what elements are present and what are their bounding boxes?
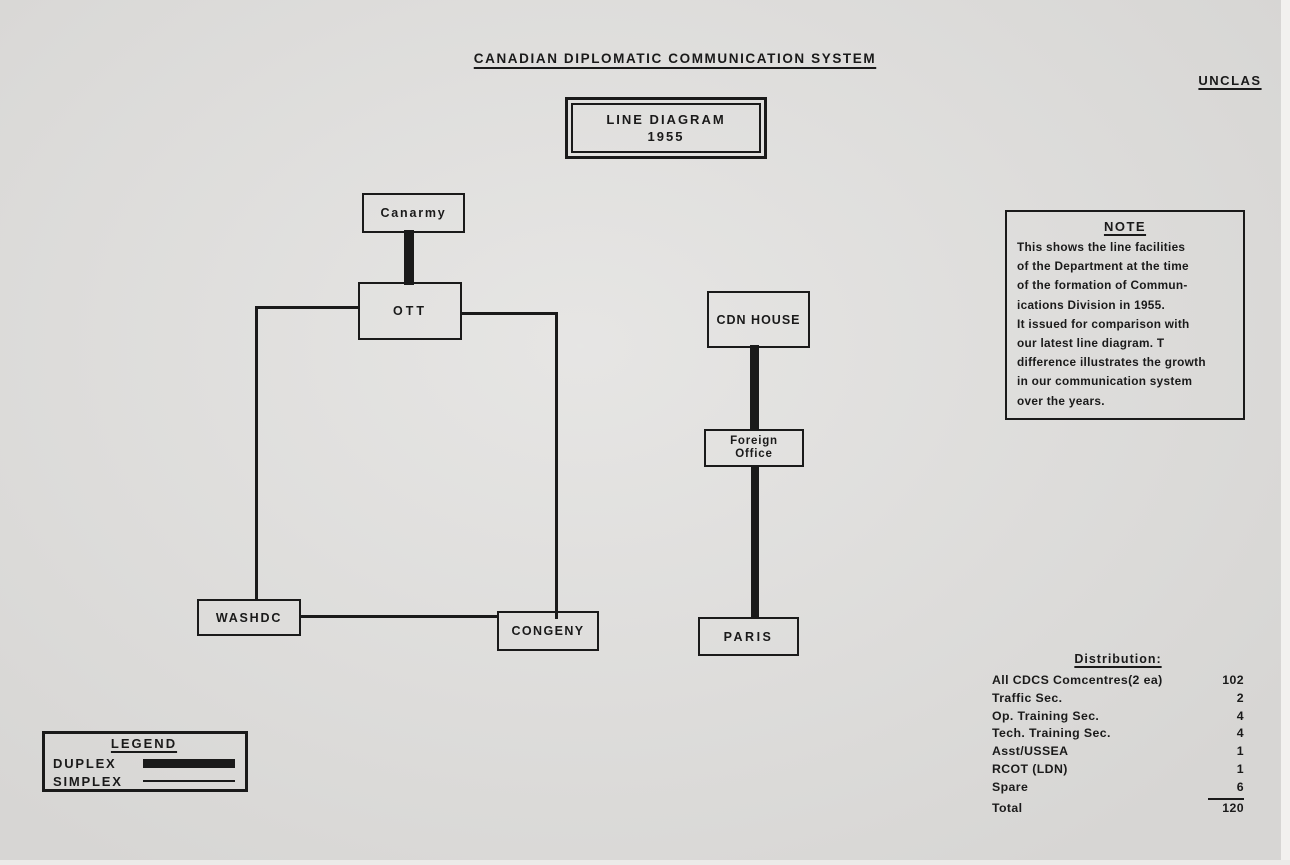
legend-row-simplex (53, 772, 235, 790)
link-ott-congeny-horizontal (460, 312, 558, 315)
distribution-row-value: 4 (1236, 726, 1244, 741)
duplex-line-sample (143, 759, 235, 768)
line-diagram-title: LINE DIAGRAM (606, 112, 726, 127)
distribution-row (992, 743, 1244, 761)
node-ott-label: OTT (393, 304, 427, 318)
node-paris-label: PARIS (723, 629, 774, 644)
node-congeny (497, 611, 599, 651)
link-foreign-paris-duplex (751, 466, 759, 619)
legend-row-duplex (53, 754, 235, 772)
distribution-row-value: 120 (1222, 800, 1244, 815)
note-line: This shows the line facilities (1017, 240, 1186, 254)
node-canarmy (362, 193, 465, 233)
distribution-title: Distribution: (1074, 652, 1162, 666)
node-washdc-label: WASHDC (215, 610, 283, 625)
link-ott-congeny-vertical (555, 312, 558, 619)
node-foreign-office-line1: Foreign (730, 435, 778, 447)
distribution-row-value: 6 (1208, 779, 1244, 800)
distribution-row-label: RCOT (LDN) (992, 761, 1068, 776)
distribution-row-label: Tech. Training Sec. (992, 726, 1111, 741)
node-cdn-house (707, 291, 810, 348)
distribution-row-value: 2 (1236, 690, 1244, 705)
line-diagram-year: 1955 (647, 129, 685, 144)
page-title: CANADIAN DIPLOMATIC COMMUNICATION SYSTEM (473, 51, 877, 66)
classification-label: UNCLAS (1198, 73, 1262, 88)
distribution-row-spare (992, 779, 1244, 800)
distribution-row (992, 672, 1244, 690)
line-diagram-title-box (565, 97, 767, 159)
distribution-row (992, 761, 1244, 779)
distribution-row-value: 4 (1236, 708, 1244, 723)
link-ott-washdc-vertical (255, 306, 258, 601)
note-line: ications Division in 1955. (1017, 297, 1166, 312)
note-box (1005, 210, 1245, 420)
link-ott-washdc-horizontal (256, 306, 360, 309)
line-diagram-title-inner (571, 103, 761, 153)
distribution-row-label: Asst/USSEA (992, 744, 1069, 759)
legend-simplex-label: SIMPLEX (53, 773, 123, 789)
distribution-row-total (992, 800, 1244, 818)
note-line: It issued for comparison with (1017, 316, 1190, 331)
legend-title: LEGEND (110, 736, 178, 751)
distribution-row-value: 1 (1236, 744, 1244, 759)
note-line: difference illustrates the growth (1017, 355, 1206, 370)
node-ott (358, 282, 462, 340)
photo-edge-bottom (0, 860, 1290, 865)
note-line: our latest line diagram. T (1017, 336, 1165, 351)
node-foreign-office (704, 429, 804, 467)
distribution-row (992, 690, 1244, 708)
note-title: NOTE (1103, 219, 1147, 234)
distribution-row-label: Total (992, 800, 1023, 815)
distribution-row-label: Traffic Sec. (992, 690, 1063, 705)
distribution-row (992, 725, 1244, 743)
node-congeny-label: CONGENY (511, 624, 585, 638)
legend-box (42, 731, 248, 792)
note-line: over the years. (1017, 393, 1105, 408)
distribution-row-label: Op. Training Sec. (992, 708, 1100, 723)
node-paris (698, 617, 799, 656)
link-cdnhouse-foreign-duplex (750, 345, 759, 431)
simplex-line-sample (143, 780, 235, 783)
link-canarmy-ott-duplex (404, 230, 414, 285)
distribution-table (992, 652, 1244, 817)
note-line: of the Department at the time (1017, 259, 1189, 274)
distribution-row-value: 1 (1236, 761, 1244, 776)
node-cdn-house-label: CDN HOUSE (716, 312, 801, 327)
node-canarmy-label: Canarmy (380, 206, 447, 220)
note-line: of the formation of Commun- (1017, 278, 1188, 293)
node-washdc (197, 599, 301, 636)
distribution-row-label: All CDCS Comcentres(2 ea) (992, 673, 1163, 687)
distribution-row-label: Spare (992, 779, 1029, 794)
photo-edge-right (1281, 0, 1290, 865)
note-line: in our communication system (1017, 374, 1193, 389)
distribution-row-value: 102 (1222, 673, 1244, 687)
legend-duplex-label: DUPLEX (53, 755, 117, 771)
distribution-row (992, 708, 1244, 726)
link-washdc-congeny-simplex (299, 615, 499, 618)
node-foreign-office-line2: Office (735, 448, 773, 460)
